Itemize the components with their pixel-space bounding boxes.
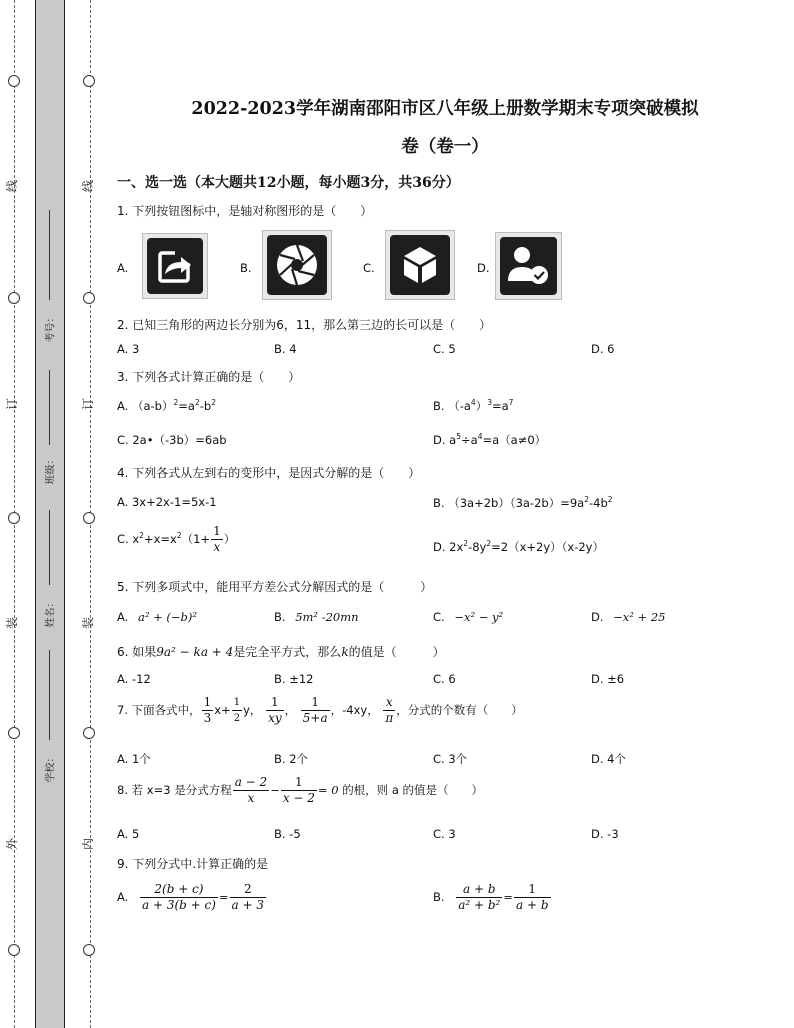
binding-strip — [35, 0, 65, 1028]
punch-hole — [83, 727, 95, 739]
q7-stem-tail: ，分式的个数有（ ） — [396, 703, 523, 717]
q8-eq: = 0 — [317, 783, 339, 797]
punch-hole — [83, 292, 95, 304]
q4-b-head: B. （3a+2b）（3a-2b）=9a — [433, 496, 585, 510]
inner-bind-char: 装 — [81, 616, 96, 630]
q5-c-label: C. — [433, 610, 445, 624]
q8-fraction-2: $\frac{1}{x - 2}$ — [282, 775, 315, 805]
question-5-stem: 5. 下列多项式中，能用平方差公式分解因式的是（ ） — [117, 580, 433, 594]
q5-option-c — [433, 610, 503, 624]
punch-hole — [83, 944, 95, 956]
name-line — [49, 510, 50, 585]
q9-b-eq: = — [503, 890, 513, 904]
question-2-stem: 2. 已知三角形的两边长分别为6，11，那么第三边的长可以是（ ） — [117, 318, 492, 332]
punch-hole — [83, 512, 95, 524]
page-title: 2022-2023学年湖南邵阳市区八年级上册数学期末专项突破模拟 — [191, 99, 699, 119]
q6-option-d: D. ±6 — [591, 672, 625, 686]
punch-hole — [8, 292, 20, 304]
q5-option-b — [274, 610, 359, 624]
q7-fraction-3: $\frac{1}{xy}$ — [268, 695, 282, 725]
q4-c-fraction: $\frac{1}{x}$ — [213, 524, 221, 554]
school-label: 学校： — [45, 752, 57, 783]
aperture-icon — [267, 235, 327, 295]
outer-bind-char: 装 — [5, 616, 20, 630]
q9-a-lhs: $\frac{2(b + c)}{a + 3(b + c)}$ — [141, 882, 216, 912]
q6-stem-tail: 的值是（ ） — [348, 645, 445, 659]
q1-option-c-label: C. — [363, 261, 375, 275]
question-6-stem — [117, 643, 445, 660]
q6-stem-expr: 9a² − ka + 4 — [156, 645, 234, 659]
q3-b-mid: ） — [475, 399, 488, 413]
q7-comma: ， — [284, 703, 297, 717]
question-9-stem: 9. 下列分式中.计算正确的是 — [117, 857, 269, 871]
q3-b-tail: =a — [491, 399, 509, 413]
name-label: 姓名： — [45, 597, 57, 628]
question-7-stem — [117, 695, 523, 726]
q1-option-a-image — [142, 233, 208, 299]
q7-plus: x+ — [214, 703, 231, 717]
q5-a-expr: a² + (−b)² — [137, 610, 197, 624]
punch-hole — [8, 75, 20, 87]
q8-option-d: D. -3 — [591, 827, 619, 841]
q1-option-c-image — [385, 230, 455, 300]
q3-option-b: B. $(-a^4)^3=a^7$ — [433, 398, 514, 413]
q3-a-tail: =a — [178, 399, 195, 413]
inner-inside-char: 内 — [81, 837, 96, 851]
punch-hole — [83, 75, 95, 87]
q4-option-c: C. $x^2+x=x^2(1+$ $\frac{1}{x}$ ） — [117, 524, 236, 554]
q5-b-expr: 5m² -20mn — [295, 610, 359, 624]
q3-option-c: C. 2a•（-3b）=6ab — [117, 433, 227, 447]
binding-margin — [0, 0, 100, 1028]
q7-option-d: D. 4个 — [591, 752, 626, 766]
question-3-stem: 3. 下列各式计算正确的是（ ） — [117, 370, 301, 384]
q5-d-label: D. — [591, 610, 604, 624]
q6-stem-head: 6. 如果 — [117, 645, 157, 659]
q3-a-expr: （a-b） — [131, 399, 174, 413]
page-title-line2: 卷（卷一） — [401, 137, 489, 157]
q9-a-eq: = — [218, 890, 229, 904]
q9-b-label: B. — [433, 890, 445, 904]
q2-option-a: A. 3 — [117, 342, 140, 356]
user-check-icon — [500, 237, 557, 295]
cube-icon — [390, 235, 450, 295]
outer-line-char: 线 — [5, 179, 20, 193]
q4-c-mid: +x=x — [143, 532, 177, 546]
q9-a-rhs: $\frac{2}{a + 3}$ — [231, 882, 265, 912]
class-label: 班级： — [45, 454, 57, 485]
q9-option-a — [117, 882, 267, 913]
q4-d-tail: =2（x+2y）（x-2y） — [491, 540, 604, 554]
outer-order-char: 订 — [5, 397, 20, 411]
q7-option-c: C. 3个 — [433, 752, 468, 766]
q7-fraction-5: $\frac{x}{\pi}$ — [385, 695, 394, 725]
q8-option-b: B. -5 — [274, 827, 301, 841]
question-8-stem — [117, 775, 483, 806]
q3-a-tail2: -b — [199, 399, 212, 413]
share-icon — [147, 238, 203, 294]
exam-number-line — [49, 210, 50, 300]
q5-a-label: A. — [117, 610, 129, 624]
q4-option-b: B. $(3a+2b)(3a-2b)=9a^2-4b^2$ — [433, 495, 613, 510]
q5-option-a — [117, 610, 197, 624]
q8-fraction-1: $\frac{a - 2}{x}$ — [234, 775, 268, 805]
q4-option-a: A. 3x+2x-1=5x-1 — [117, 495, 217, 509]
q4-c-paren: （1+ — [181, 532, 211, 546]
q9-option-b — [433, 882, 552, 913]
q4-option-d: D. $2x^2-8y^2=2(x+2y)(x-2y)$ — [433, 539, 604, 554]
question-1-stem: 1. 下列按钮图标中，是轴对称图形的是（ ） — [117, 204, 373, 218]
inner-order-char: 订 — [81, 397, 96, 411]
punch-hole — [8, 512, 20, 524]
q8-stem-tail: 的根，则 a 的值是（ ） — [342, 783, 484, 797]
section-heading: 一、选一选（本大题共12小题，每小题3分，共36分） — [117, 175, 460, 191]
q6-option-c: C. 6 — [433, 672, 456, 686]
q1-option-b-image — [262, 230, 332, 300]
q4-b-tail: -4b — [588, 496, 608, 510]
q3-option-a: A. $(a-b)^2=a^2-b^2$ — [117, 398, 216, 413]
q3-a-label: A. — [117, 399, 129, 413]
q1-option-d-image — [495, 232, 562, 300]
q1-option-d-label: D. — [477, 261, 490, 275]
q7-fraction-1: $\frac{1}{3}$ — [203, 695, 212, 725]
school-line — [49, 650, 50, 740]
punch-hole — [8, 944, 20, 956]
q8-option-c: C. 3 — [433, 827, 456, 841]
outer-outside-char: 外 — [5, 837, 20, 851]
q6-option-b: B. ±12 — [274, 672, 314, 686]
q3-d-label: D. a — [433, 433, 457, 447]
q9-b-rhs: $\frac{1}{a + b}$ — [515, 882, 549, 912]
q4-d-head: D. 2x — [433, 540, 464, 554]
punch-hole — [8, 727, 20, 739]
q5-b-label: B. — [274, 610, 286, 624]
q3-b-expr: （-a — [448, 399, 471, 413]
q4-c-close: ） — [223, 532, 236, 546]
q9-b-lhs: $\frac{a + b}{\text{a² + b²}}$ — [458, 882, 501, 912]
q8-minus: − — [270, 783, 280, 797]
q1-option-a-label: A. — [117, 261, 129, 275]
q7-fraction-2: $\frac{1}{2}$ — [233, 697, 241, 724]
q7-stem-head: 7. 下面各式中， — [117, 703, 201, 717]
q7-y: y， — [243, 703, 262, 717]
q7-mid: ，-4xy， — [330, 703, 379, 717]
q2-option-c: C. 5 — [433, 342, 456, 356]
q7-fraction-4: $\frac{1}{5+a}$ — [302, 695, 328, 725]
q3-d-tail: =a（a≠0） — [482, 433, 547, 447]
q7-option-a: A. 1个 — [117, 752, 151, 766]
q6-stem-k: k — [341, 645, 349, 659]
inner-line-char: 线 — [81, 179, 96, 193]
q2-option-d: D. 6 — [591, 342, 615, 356]
q3-b-label: B. — [433, 399, 445, 413]
q7-option-b: B. 2个 — [274, 752, 309, 766]
q3-option-d: D. $a^5\div a^4=a(a\ne 0)$ — [433, 432, 547, 447]
q4-c-head: C. x — [117, 532, 140, 546]
exam-number-label: 考号： — [45, 312, 57, 343]
q4-d-mid: -8y — [468, 540, 487, 554]
q6-option-a: A. -12 — [117, 672, 151, 686]
class-line — [49, 370, 50, 445]
q3-d-mid: ÷a — [461, 433, 478, 447]
q1-option-b-label: B. — [240, 261, 252, 275]
q8-option-a: A. 5 — [117, 827, 140, 841]
q2-option-b: B. 4 — [274, 342, 297, 356]
q5-option-d — [591, 610, 665, 624]
q5-d-expr: −x² + 25 — [613, 610, 666, 624]
q9-a-label: A. — [117, 890, 129, 904]
q5-c-expr: −x² − y² — [454, 610, 504, 624]
q8-stem-head: 8. 若 x=3 是分式方程 — [117, 783, 232, 797]
q6-stem-mid: 是完全平方式，那么 — [233, 645, 342, 659]
question-4-stem: 4. 下列各式从左到右的变形中，是因式分解的是（ ） — [117, 466, 421, 480]
